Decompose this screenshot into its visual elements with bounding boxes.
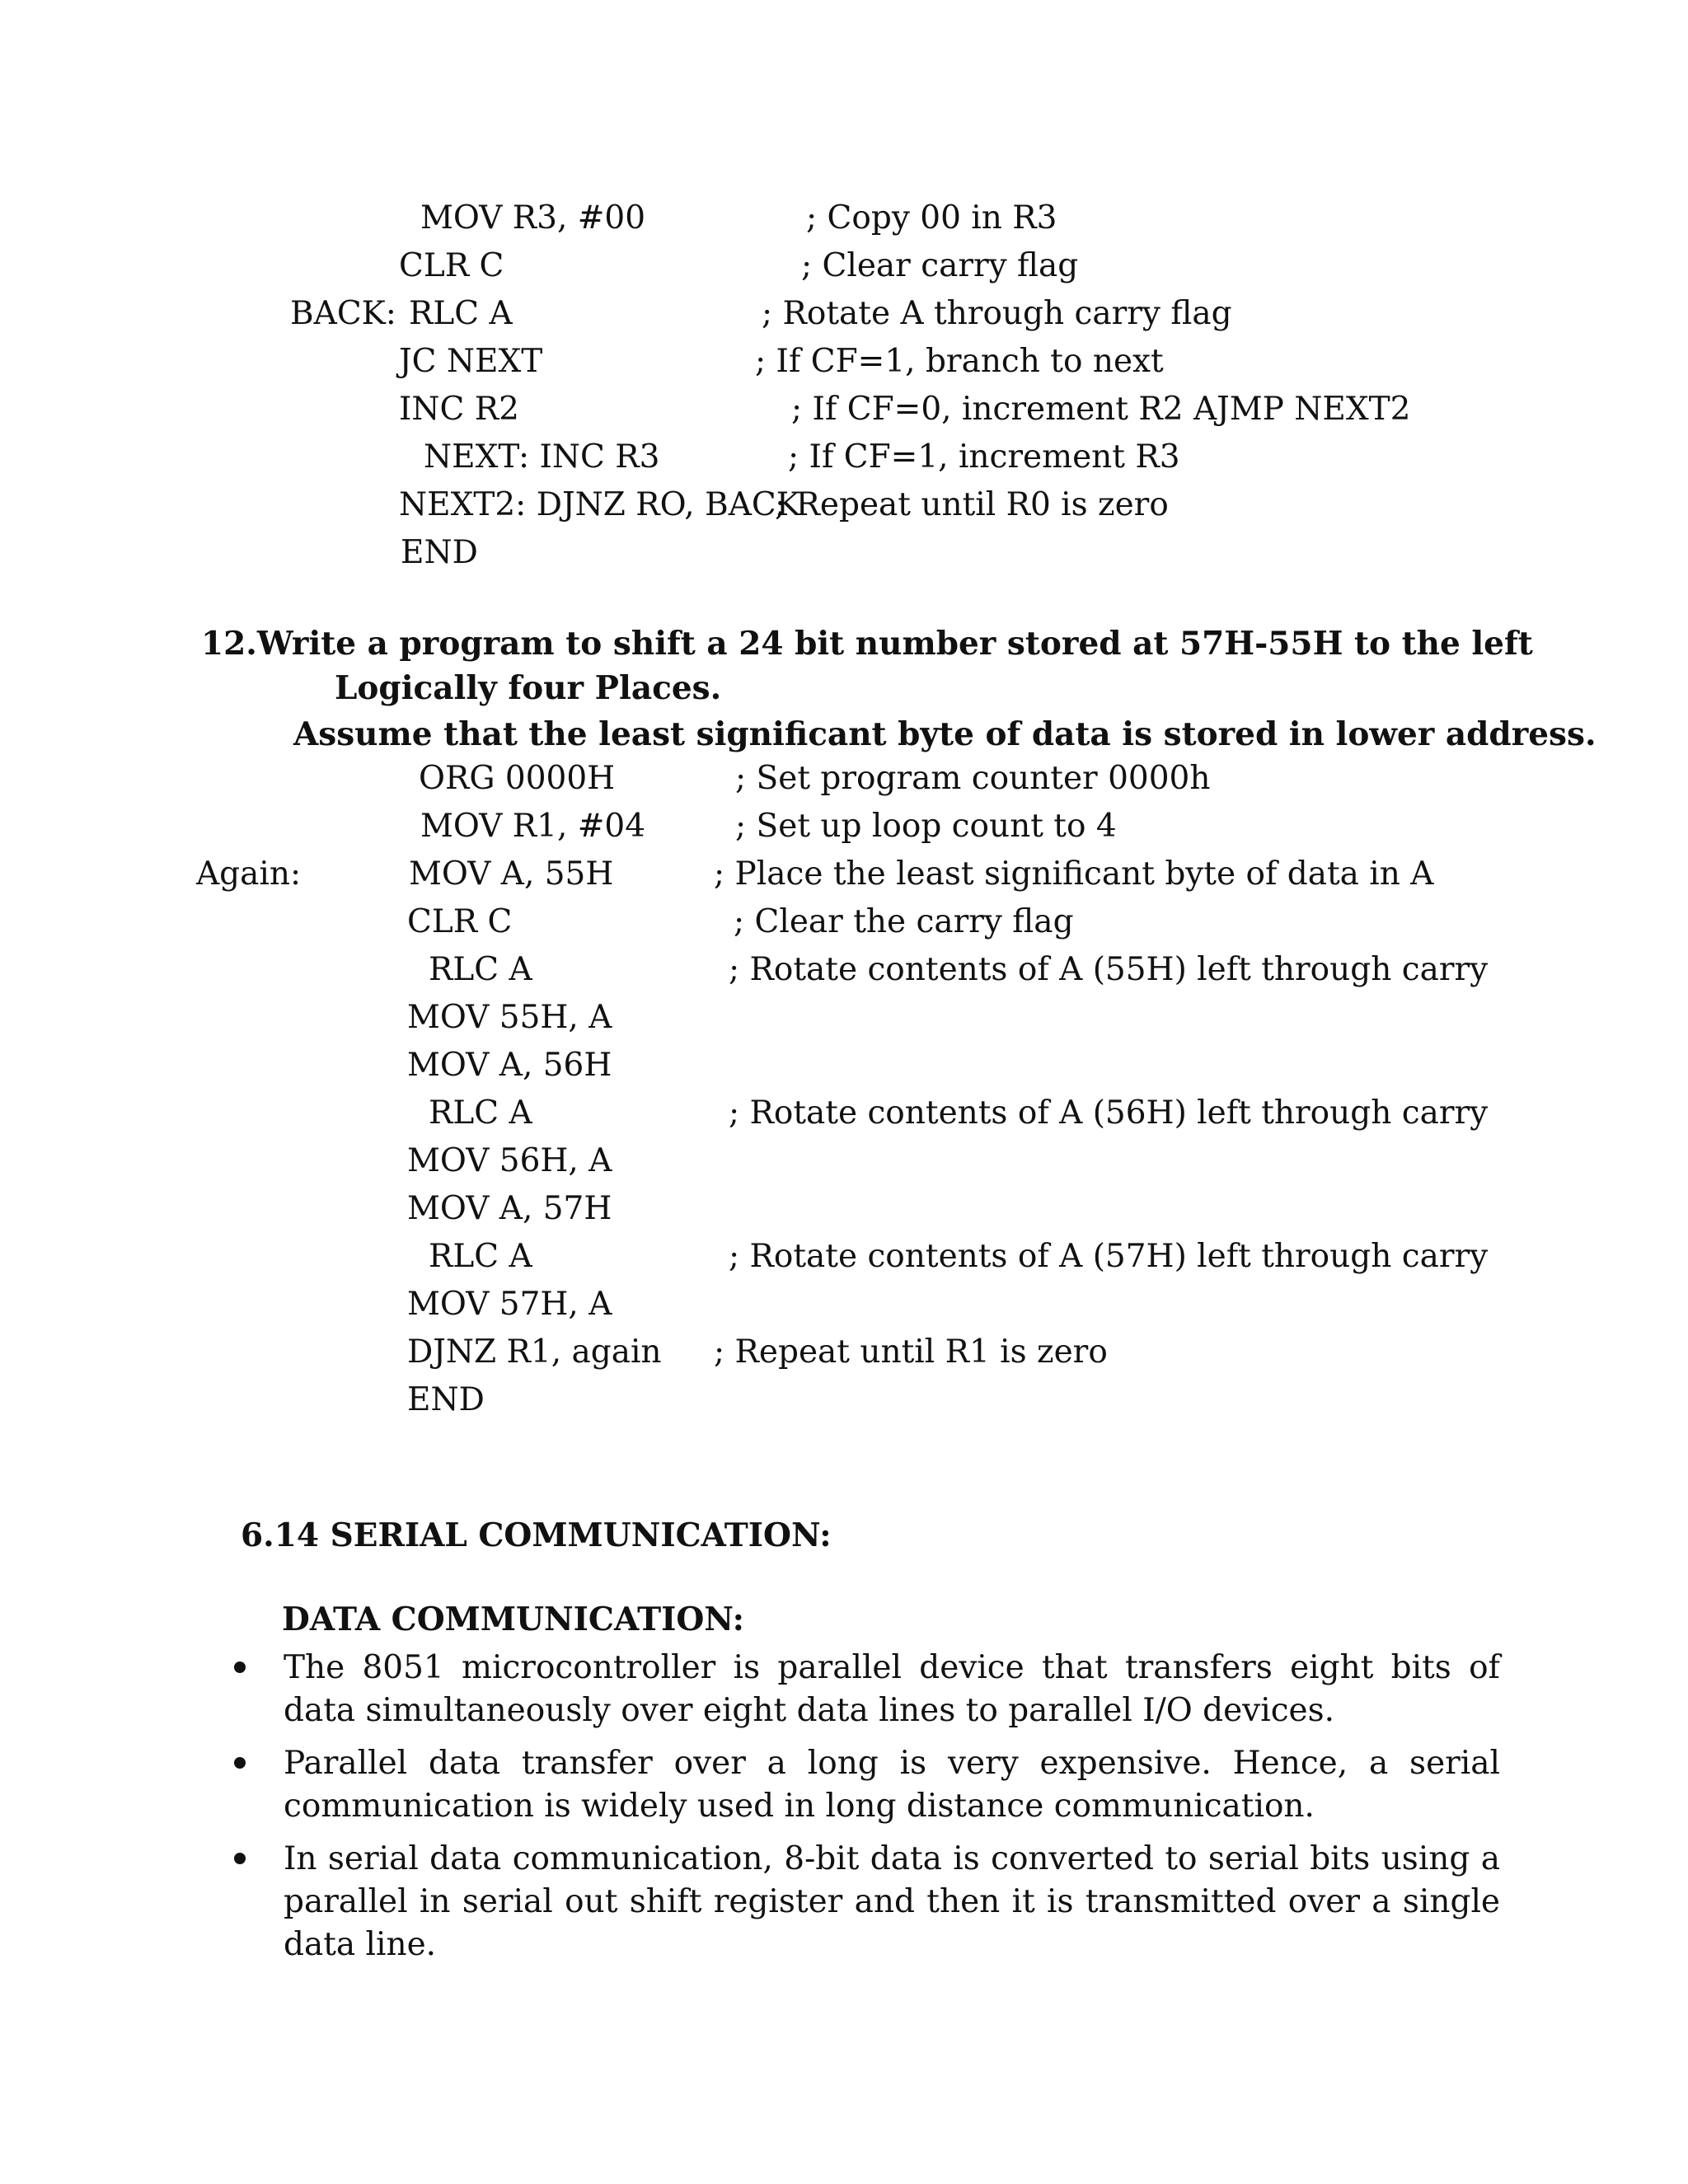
code-comment: ; If CF=0, increment R2 AJMP NEXT2	[791, 391, 1411, 428]
code-line	[0, 1042, 1688, 1090]
code-label: BACK:	[290, 295, 396, 332]
code-line	[0, 290, 1688, 338]
code-instruction: RLC A	[429, 1238, 532, 1275]
code-instruction: MOV R3, #00	[420, 199, 646, 237]
code-line	[0, 1329, 1688, 1376]
code-instruction: NEXT: INC R3	[424, 438, 660, 476]
code-instruction: CLR C	[407, 903, 513, 940]
code-line	[0, 898, 1688, 946]
code-line	[0, 755, 1688, 803]
section-heading: 6.14 SERIAL COMMUNICATION:	[241, 1516, 832, 1554]
code-line	[0, 1185, 1688, 1233]
code-line	[0, 1281, 1688, 1329]
bullet-icon	[234, 1661, 246, 1673]
code-comment: ; If CF=1, branch to next	[755, 343, 1164, 380]
code-comment: ; Rotate contents of A (57H) left through carry	[729, 1238, 1489, 1275]
code-instruction: CLR C	[399, 247, 504, 284]
code-line	[0, 242, 1688, 290]
code-instruction: MOV 55H, A	[407, 999, 612, 1036]
code-comment: ; Set program counter 0000h	[735, 760, 1211, 797]
code-line	[0, 851, 1688, 898]
code-instruction: RLC A	[429, 1094, 532, 1132]
code-comment: ; Clear carry flag	[801, 247, 1079, 284]
code-line	[0, 946, 1688, 994]
code-comment: ; If CF=1, increment R3	[788, 438, 1180, 476]
code-line	[0, 1090, 1688, 1137]
code-line	[0, 386, 1688, 434]
code-line	[0, 1137, 1688, 1185]
code-comment: ; Repeat until R0 is zero	[775, 486, 1169, 523]
code-comment: ; Clear the carry flag	[734, 903, 1074, 940]
code-line	[0, 434, 1688, 481]
code-comment: ; Rotate contents of A (56H) left through carry	[729, 1094, 1489, 1132]
code-instruction: MOV 57H, A	[407, 1286, 612, 1323]
code-instruction: END	[401, 534, 478, 571]
code-line	[0, 194, 1688, 242]
code-instruction: RLC A	[409, 295, 513, 332]
code-line	[0, 338, 1688, 386]
code-comment: ; Set up loop count to 4	[735, 808, 1117, 845]
bullet-paragraph: Parallel data transfer over a long is very expensive. Hence, a serial communication is widely used in long distance communication.	[284, 1745, 1500, 1825]
code-line	[0, 1376, 1688, 1424]
question-title: 12.Write a program to shift a 24 bit number stored at 57H-55H to the left	[201, 625, 1533, 663]
code-line	[0, 994, 1688, 1042]
question-subtitle: Logically four Places.	[335, 669, 722, 707]
bullet-paragraph: In serial data communication, 8-bit data is converted to serial bits using a parallel in serial out shift register and then it is transmitted over a single data line.	[284, 1840, 1500, 1963]
code-instruction: END	[407, 1381, 485, 1418]
code-line	[0, 1233, 1688, 1281]
section-subheading: DATA COMMUNICATION:	[282, 1601, 744, 1638]
code-instruction: INC R2	[399, 391, 519, 428]
code-instruction: MOV A, 57H	[407, 1190, 612, 1227]
code-line	[0, 803, 1688, 851]
code-instruction: NEXT2: DJNZ RO, BACK	[399, 486, 800, 523]
code-instruction: RLC A	[429, 951, 532, 988]
code-instruction: MOV R1, #04	[420, 808, 646, 845]
code-instruction: JC NEXT	[399, 343, 543, 380]
code-comment: ; Rotate A through carry flag	[762, 295, 1232, 332]
code-line	[0, 529, 1688, 577]
question-assumption: Assume that the least significant byte of data is stored in lower address.	[293, 715, 1597, 753]
code-comment: ; Rotate contents of A (55H) left through carry	[729, 951, 1489, 988]
code-instruction: MOV A, 55H	[409, 855, 614, 893]
bullet-icon	[234, 1853, 246, 1864]
code-comment: ; Repeat until R1 is zero	[714, 1333, 1108, 1371]
code-comment: ; Copy 00 in R3	[806, 199, 1057, 237]
code-line	[0, 481, 1688, 529]
code-label: Again:	[196, 855, 302, 893]
code-instruction: MOV A, 56H	[407, 1047, 612, 1084]
bullet-paragraph: The 8051 microcontroller is parallel device that transfers eight bits of data simultaneously over eight data lines to parallel I/O devices.	[284, 1649, 1500, 1729]
code-instruction: MOV 56H, A	[407, 1142, 612, 1179]
code-comment: ; Place the least significant byte of data in A	[714, 855, 1434, 893]
code-instruction: ORG 0000H	[419, 760, 616, 797]
code-instruction: DJNZ R1, again	[407, 1333, 662, 1371]
bullet-icon	[234, 1757, 246, 1769]
